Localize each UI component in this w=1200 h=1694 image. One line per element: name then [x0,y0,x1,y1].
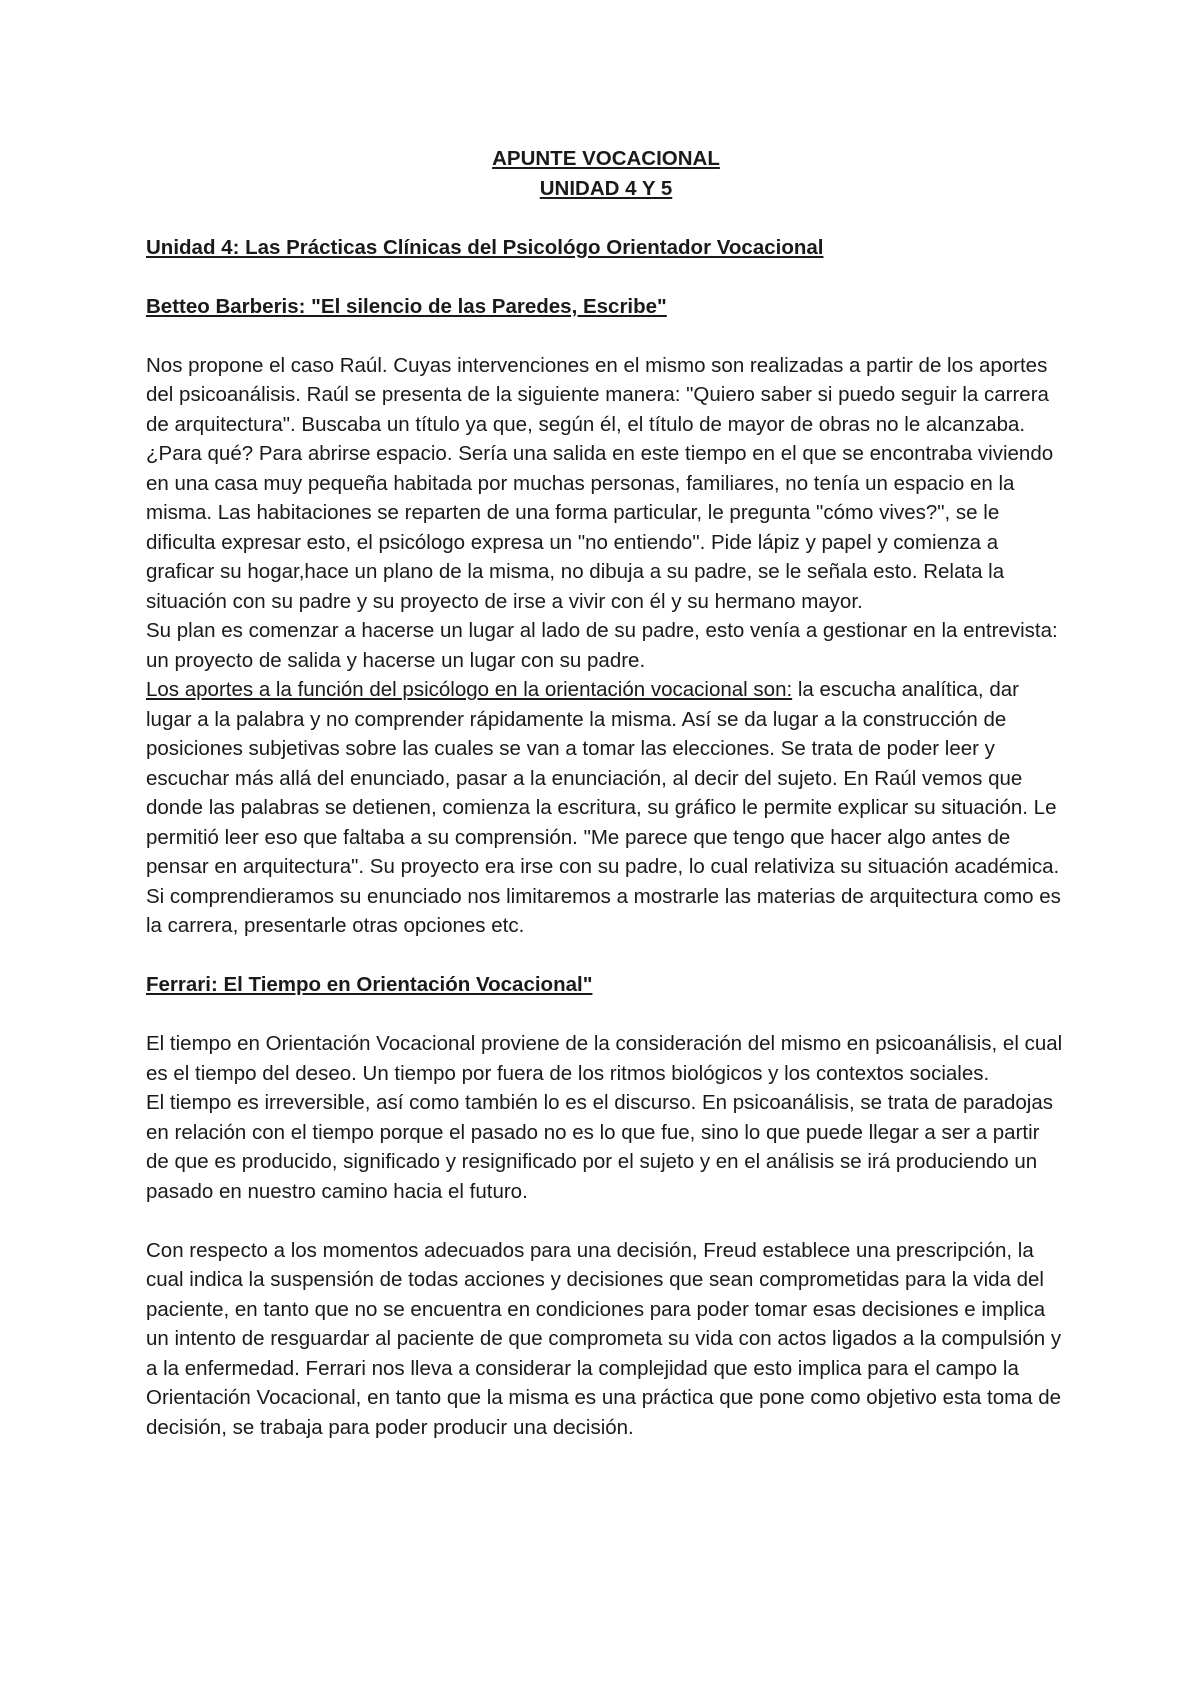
spacer [146,1000,1066,1030]
section-heading-barberis: Betteo Barberis: "El silencio de las Paredes, Escribe" [146,294,667,318]
paragraph: Nos propone el caso Raúl. Cuyas intervenciones en el mismo son realizadas a partir de los aportes del psicoanálisis. Raúl se presenta de la siguiente manera: "Quiero saber si puedo seguir la carrera de arquitectura". Buscaba un título ya que, según él, el título de mayor de obras no le alcanzaba. ¿Para qué? Para abrirse espacio. Sería una salida en este tiempo en el que se encontraba viviendo en una casa muy pequeña habitada por muchas personas, familiares, no tenía un espacio en la misma. Las habitaciones se reparten de una forma particular, le pregunta "cómo vives?", se le dificulta expresar esto, el psicólogo expresa un "no entiendo". Pide lápiz y papel y comienza a graficar su hogar,hace un plano de la misma, no dibuja a su padre, se le señala esto. Relata la situación con su padre y su proyecto de irse a vivir con él y su hermano mayor. [146,353,1054,613]
unit-heading: Unidad 4: Las Prácticas Clínicas del Psicológo Orientador Vocacional [146,235,824,259]
paragraph: El tiempo es irreversible, así como también lo es el discurso. En psicoanálisis, se trata de paradojas en relación con el tiempo porque el pasado no es lo que fue, sino lo que puede llegar a ser a partir de que es producido, significado y resignificado por el sujeto y en el análisis se irá produciendo un pasado en nuestro camino hacia el futuro. [146,1091,1053,1203]
spacer [146,262,1066,292]
paragraph: Si comprendieramos su enunciado nos limitaremos a mostrarle las materias de arquitectura como es la carrera, presentarle otras opciones etc. [146,884,1061,937]
paragraph: Su plan es comenzar a hacerse un lugar al lado de su padre, esto venía a gestionar en la entrevista: un proyecto de salida y hacerse un lugar con su padre. [146,619,1058,672]
underlined-phrase: Los aportes a la función del psicólogo en la orientación vocacional son: [146,678,793,701]
document-subtitle: UNIDAD 4 Y 5 [539,176,673,200]
section-heading-ferrari: Ferrari: El Tiempo en Orientación Vocacional" [146,973,593,996]
paragraph-text: la escucha analítica, dar lugar a la palabra y no comprender rápidamente la misma. Así se da lugar a la construcción de posiciones subjetivas sobre las cuales se van a tomar las elecciones. Se trata de poder leer y escuchar más allá del enunciado, pasar a la enunciación, al decir del sujeto. En Raúl vemos que donde las palabras se detienen, comienza la escritura, su gráfico le permite explicar su situación. Le permitió leer eso que faltaba a su comprensión. "Me parece que tengo que hacer algo antes de pensar en arquitectura". Su proyecto era irse con su padre, lo cual relativiza su situación académica. [146,678,1060,878]
paragraph: El tiempo en Orientación Vocacional proviene de la consideración del mismo en psicoanálisis, el cual es el tiempo del deseo. Un tiempo por fuera de los ritmos biológicos y los contextos sociales. [146,1032,1063,1085]
spacer [146,321,1066,351]
spacer [146,1206,1066,1236]
spacer [146,203,1066,233]
paragraph [146,675,1066,882]
paragraph: Con respecto a los momentos adecuados para una decisión, Freud establece una prescripción, la cual indica la suspensión de todas acciones y decisiones que sean comprometidas para la vida del paciente, en tanto que no se encuentra en condiciones para poder tomar esas decisiones e implica un intento de resguardar al paciente de que comprometa su vida con actos ligados a la compulsión y a la enfermedad. Ferrari nos lleva a considerar la complejidad que esto implica para el campo la Orientación Vocacional, en tanto que la misma es una práctica que pone como objetivo esta toma de decisión, se trabaja para poder producir una decisión. [146,1238,1062,1439]
document-title: APUNTE VOCACIONAL [492,147,720,170]
document-body [146,144,1066,1442]
spacer [146,941,1066,971]
